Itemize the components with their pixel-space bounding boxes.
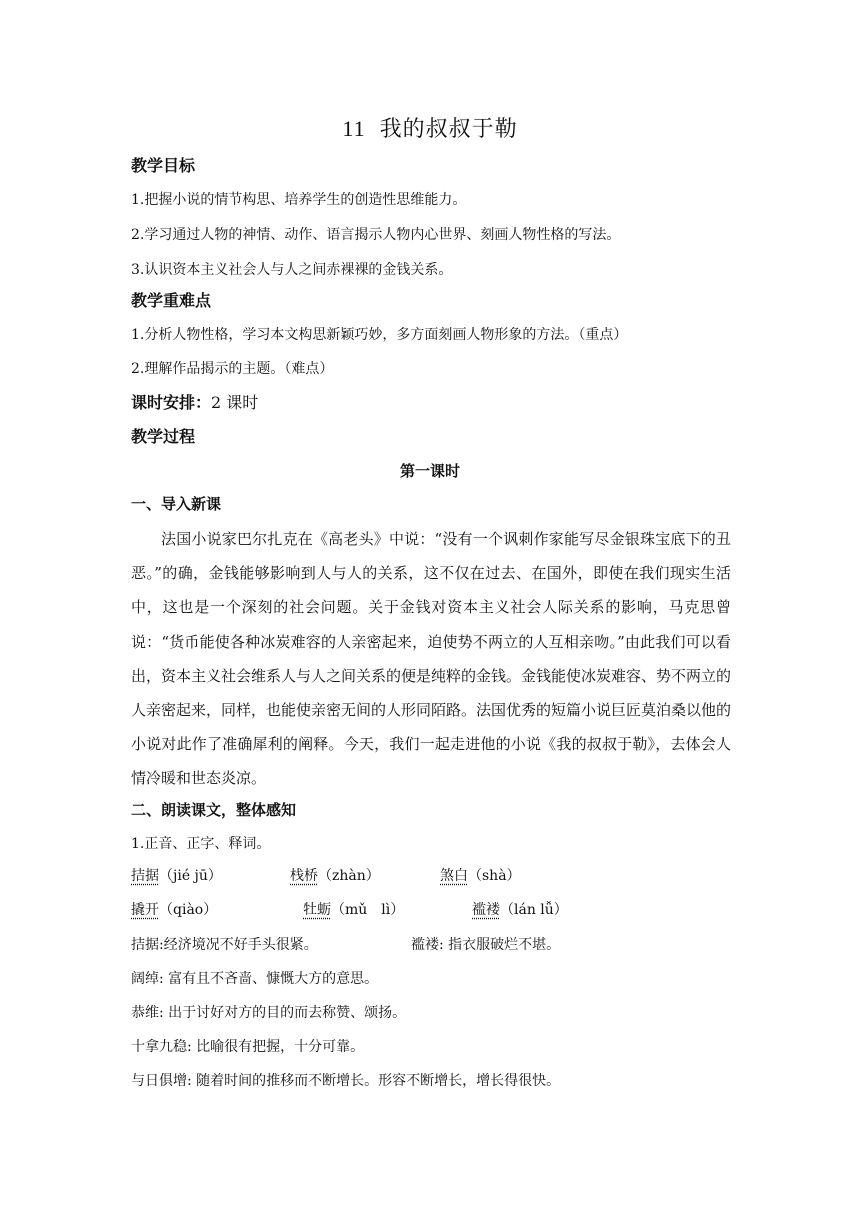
vocab-word: 撬开 (131, 902, 159, 918)
vocab-word: 煞白 (440, 868, 468, 884)
pinyin-entry (440, 866, 521, 886)
vocab-pinyin: （mǔ lì） (331, 902, 405, 918)
definition-item: 与日俱增: 随着时间的推移而不断增长。形容不断增长，增长得很快。 (131, 1073, 561, 1089)
definition-item: 拮据:经济境况不好手头很紧。 (131, 937, 318, 953)
definition-text: 出于讨好对方的目的而去称赞、颂扬。 (168, 1005, 407, 1021)
schedule-label: 课时安排： (131, 393, 212, 412)
objective-item: 2.学习通过人物的神情、动作、语言揭示人物内心世界、刻画人物性格的写法。 (131, 227, 621, 243)
pinyin-entry (131, 866, 222, 886)
definition-term: 褴褛 (411, 937, 439, 953)
vocab-word: 拮据 (131, 868, 159, 884)
definition-term: 拮据 (131, 937, 159, 953)
definition-term: 十拿九稳 (131, 1039, 187, 1055)
vocab-word: 栈桥 (290, 868, 318, 884)
document-title (0, 112, 860, 143)
definition-term: 恭维 (131, 1005, 159, 1021)
vocab-word: 褴褛 (472, 902, 500, 918)
definition-item: 褴褛: 指衣服破烂不堪。 (411, 937, 561, 953)
definition-text: 随着时间的推移而不断增长。形容不断增长，增长得很快。 (196, 1073, 561, 1089)
definition-text: 富有且不吝啬、慷慨大方的意思。 (168, 971, 379, 987)
key-points-heading: 教学重难点 (131, 291, 212, 310)
schedule-line (131, 393, 258, 413)
vocab-pinyin: （jié jū） (159, 868, 222, 884)
definition-item: 阔绰: 富有且不吝啬、慷慨大方的意思。 (131, 971, 379, 987)
vocab-pinyin: （qiào） (159, 902, 218, 918)
definition-item: 十拿九稳: 比喻很有把握，十分可靠。 (131, 1039, 365, 1055)
vocab-pinyin: （zhàn） (318, 868, 380, 884)
process-heading: 教学过程 (131, 427, 196, 446)
pinyin-entry (303, 900, 404, 920)
objectives-heading: 教学目标 (131, 156, 196, 175)
schedule-value: 2 课时 (211, 393, 259, 412)
section-one-heading: 一、导入新课 (131, 495, 222, 513)
pinyin-entry (131, 900, 217, 920)
step-one: 1.正音、正字、释词。 (131, 836, 271, 852)
definition-text: 经济境况不好手头很紧。 (163, 937, 318, 953)
vocab-pinyin: （lán lǚ） (500, 902, 568, 918)
definition-text: 指衣服破烂不堪。 (448, 937, 561, 953)
vocab-word: 牡蛎 (303, 902, 331, 918)
lesson-number: 11 (342, 116, 366, 141)
section-two-heading: 二、朗读课文，整体感知 (131, 801, 297, 819)
definition-term: 阔绰 (131, 971, 159, 987)
definition-term: 与日俱增 (131, 1073, 187, 1089)
key-point-item: 2.理解作品揭示的主题。（难点） (131, 361, 334, 377)
objective-item: 1.把握小说的情节构思、培养学生的创造性思维能力。 (131, 192, 467, 208)
lesson-one-heading: 第一课时 (399, 462, 460, 480)
intro-paragraph: 法国小说家巴尔扎克在《高老头》中说：“没有一个讽刺作家能写尽金银珠宝底下的丑恶。”的确，金钱能够影响到人与人的关系，这不仅在过去、在国外，即使在我们现实生活中，这也是一个深刻的社会问题。关于金钱对资本主义社会人际关系的影响，马克思曾说：“货币能使各种冰炭难容的人亲密起来，迫使势不两立的人互相亲吻。”由此我们可以看出，资本主义社会维系人与人之间关系的便是纯粹的金钱。金钱能使冰炭难容、势不两立的人亲密起来，同样，也能使亲密无间的人形同陌路。法国优秀的短篇小说巨匠莫泊桑以他的小说对此作了准确犀利的阐释。今天，我们一起走进他的小说《我的叔叔于勒》，去体会人情冷暖和世态炎凉。 (131, 530, 732, 788)
objective-item: 3.认识资本主义社会人与人之间赤裸裸的金钱关系。 (131, 262, 453, 278)
pinyin-entry (472, 900, 568, 920)
vocab-pinyin: （shà） (468, 868, 521, 884)
pinyin-entry (290, 866, 380, 886)
definition-text: 比喻很有把握，十分可靠。 (196, 1039, 365, 1055)
lesson-title: 我的叔叔于勒 (379, 117, 518, 142)
key-point-item: 1.分析人物性格，学习本文构思新颖巧妙，多方面刻画人物形象的方法。（重点） (131, 327, 628, 343)
definition-item: 恭维: 出于讨好对方的目的而去称赞、颂扬。 (131, 1005, 407, 1021)
